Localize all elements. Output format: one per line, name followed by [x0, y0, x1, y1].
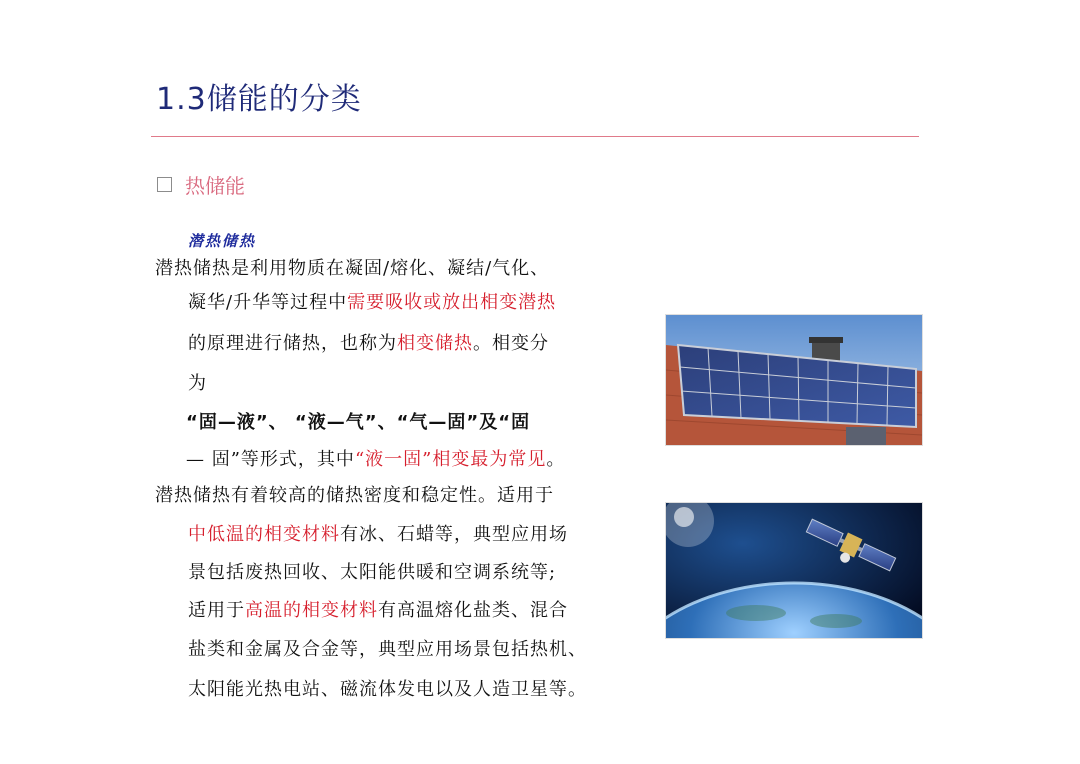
section-heading: [157, 170, 245, 199]
body-text: 为: [188, 373, 207, 394]
body-text: 适用于: [188, 600, 245, 621]
body-line-7: [155, 484, 554, 508]
highlight-text: 相变储热: [397, 333, 473, 354]
section-label: 热储能: [185, 174, 245, 198]
body-line-5: [186, 411, 530, 435]
body-text: “固—液”、 “液—气”、“气—固”及“固: [186, 412, 531, 433]
solar-panels-roof-photo: [665, 314, 923, 446]
highlight-text: “液一固”相变最为常见: [354, 449, 547, 470]
body-line-10: [188, 599, 568, 623]
body-text: 景包括废热回收、太阳能供暖和空调系统等;: [188, 562, 557, 583]
body-line-9: [188, 561, 556, 585]
body-line-1: [155, 257, 549, 281]
subheading: 潜热储热: [188, 232, 257, 250]
body-text: 的原理进行储热，也称为: [188, 333, 397, 354]
body-line-2: [188, 291, 556, 315]
body-text: 太阳能光热电站、磁流体发电以及人造卫星等。: [188, 679, 587, 700]
body-line-3: [188, 332, 549, 356]
satellite-over-earth-photo: [665, 502, 923, 639]
title-divider: [151, 136, 919, 137]
page-title: 1.3储能的分类: [156, 82, 362, 117]
body-line-12: [188, 678, 587, 702]
body-line-8: [188, 523, 568, 547]
body-text: 有冰、石蜡等，典型应用场: [340, 524, 568, 545]
highlight-text: 需要吸收或放出相变潜热: [347, 292, 557, 313]
highlight-text: 中低温的相变材料: [188, 524, 340, 545]
body-text: — 固”等形式，其中: [186, 449, 355, 470]
body-text: 潜热储热是利用物质在凝固/熔化、凝结/气化、: [155, 258, 550, 279]
body-text: 。: [546, 449, 566, 470]
body-text: 凝华/升华等过程中: [188, 292, 348, 313]
body-text: 。相变分: [473, 333, 549, 354]
body-text: 盐类和金属及合金等，典型应用场景包括热机、: [188, 639, 587, 660]
body-line-4: [188, 372, 207, 396]
checkbox-bullet-icon: [157, 177, 172, 192]
highlight-text: 高温的相变材料: [245, 600, 378, 621]
body-text: 潜热储热有着较高的储热密度和稳定性。适用于: [155, 485, 554, 506]
body-text: 有高温熔化盐类、混合: [378, 600, 568, 621]
body-line-11: [188, 638, 587, 662]
body-line-6: [186, 448, 565, 472]
